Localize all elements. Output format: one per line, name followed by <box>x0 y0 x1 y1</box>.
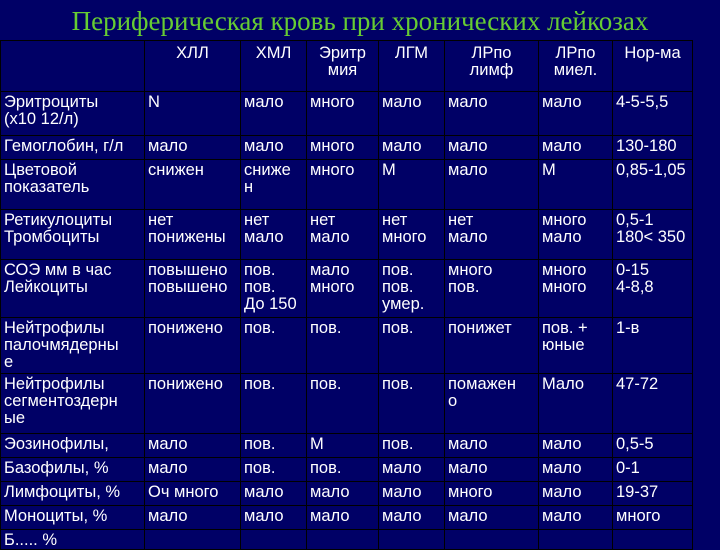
table-row <box>1 160 693 210</box>
table-row <box>1 92 693 136</box>
lr-lymph-cell: мало <box>445 136 539 160</box>
erythremia-cell: пов. <box>307 374 379 434</box>
row-label: Лимфоциты, % <box>1 482 145 506</box>
table-row <box>1 482 693 506</box>
lgm-cell: пов. <box>379 318 445 374</box>
lr-lymph-cell: мало <box>445 434 539 458</box>
lr-myel-cell: мало <box>539 482 613 506</box>
erythremia-cell: много <box>307 136 379 160</box>
lgm-cell: мало <box>379 136 445 160</box>
table-row <box>1 210 693 260</box>
norm-cell: 19-37 <box>613 482 693 506</box>
row-label: Эритроциты (х10 12/л) <box>1 92 145 136</box>
row-label: СОЭ мм в час Лейкоциты <box>1 260 145 318</box>
lgm-cell: мало <box>379 458 445 482</box>
hml-cell: мало <box>241 92 307 136</box>
lgm-cell: пов. <box>379 434 445 458</box>
lr-myel-cell: много много <box>539 260 613 318</box>
erythremia-cell: М <box>307 434 379 458</box>
lr-myel-cell: пов. + юные <box>539 318 613 374</box>
norm-cell: 0,85-1,05 <box>613 160 693 210</box>
hml-cell: пов. <box>241 434 307 458</box>
hll-cell: Оч много <box>145 482 241 506</box>
row-label: Моноциты, % <box>1 506 145 530</box>
hml-cell: пов. <box>241 458 307 482</box>
norm-cell: 0-15 4-8,8 <box>613 260 693 318</box>
erythremia-cell: много <box>307 92 379 136</box>
lr-lymph-cell: помажен о <box>445 374 539 434</box>
table-row <box>1 434 693 458</box>
norm-cell: 130-180 <box>613 136 693 160</box>
hll-cell: N <box>145 92 241 136</box>
hml-cell: мало <box>241 136 307 160</box>
norm-cell: 0-1 <box>613 458 693 482</box>
lr-lymph-cell: мало <box>445 92 539 136</box>
lr-lymph-cell: много <box>445 482 539 506</box>
hll-cell: понижено <box>145 374 241 434</box>
table-row <box>1 506 693 530</box>
lgm-cell: М <box>379 160 445 210</box>
table-row <box>1 136 693 160</box>
lgm-cell: пов. <box>379 374 445 434</box>
hll-cell: мало <box>145 458 241 482</box>
row-label: Ретикулоциты Тромбоциты <box>1 210 145 260</box>
lr-myel-cell: много мало <box>539 210 613 260</box>
hll-cell: мало <box>145 506 241 530</box>
lr-myel-cell: мало <box>539 136 613 160</box>
lr-myel-cell: мало <box>539 458 613 482</box>
row-label: Б..... % <box>1 530 145 550</box>
hml-cell: мало <box>241 506 307 530</box>
lgm-cell: нет много <box>379 210 445 260</box>
erythremia-cell: мало <box>307 506 379 530</box>
blood-table <box>0 40 693 550</box>
lr-myel-cell: мало <box>539 434 613 458</box>
lgm-cell: мало <box>379 92 445 136</box>
lr-myel-cell: М <box>539 160 613 210</box>
header-cell-hml: ХМЛ <box>241 41 307 92</box>
row-label: Эозинофилы, <box>1 434 145 458</box>
hll-cell: понижено <box>145 318 241 374</box>
row-label: Гемоглобин, г/л <box>1 136 145 160</box>
hml-cell: мало <box>241 482 307 506</box>
table-row <box>1 374 693 434</box>
lr-myel-cell: мало <box>539 506 613 530</box>
hll-cell: мало <box>145 434 241 458</box>
lr-lymph-cell: нет мало <box>445 210 539 260</box>
row-label: Нейтрофилы сегментоздерн ые <box>1 374 145 434</box>
header-cell-lgm: ЛГМ <box>379 41 445 92</box>
table-row <box>1 318 693 374</box>
erythremia-cell: много <box>307 160 379 210</box>
row-label: Нейтрофилы палочмядерны е <box>1 318 145 374</box>
header-cell-lr-myel: ЛРпо миел. <box>539 41 613 92</box>
norm-cell: 47-72 <box>613 374 693 434</box>
hml-cell: пов. <box>241 318 307 374</box>
lr-lymph-cell: мало <box>445 160 539 210</box>
lr-lymph-cell: понижет <box>445 318 539 374</box>
lgm-cell: пов. пов. умер. <box>379 260 445 318</box>
row-label: Базофилы, % <box>1 458 145 482</box>
lr-lymph-cell: мало <box>445 458 539 482</box>
erythremia-cell: мало <box>307 482 379 506</box>
hml-cell: пов. пов. До 150 <box>241 260 307 318</box>
header-cell-lr-lymph: ЛРпо лимф <box>445 41 539 92</box>
header-row <box>1 41 693 92</box>
hll-cell: повышено повышено <box>145 260 241 318</box>
lgm-cell: мало <box>379 482 445 506</box>
lgm-cell: мало <box>379 506 445 530</box>
norm-cell: 0,5-5 <box>613 434 693 458</box>
slide-title: Периферическая кровь при хронических лейкозах <box>71 6 649 36</box>
norm-cell: много <box>613 506 693 530</box>
norm-cell: 4-5-5,5 <box>613 92 693 136</box>
hml-cell: сниже н <box>241 160 307 210</box>
header-cell-erythremia: Эритр мия <box>307 41 379 92</box>
erythremia-cell: нет мало <box>307 210 379 260</box>
hml-cell: пов. <box>241 374 307 434</box>
row-label: Цветовой показатель <box>1 160 145 210</box>
norm-cell: 1-в <box>613 318 693 374</box>
hll-cell: мало <box>145 136 241 160</box>
lr-lymph-cell: много пов. <box>445 260 539 318</box>
header-cell-hll: ХЛЛ <box>145 41 241 92</box>
header-cell-norm: Нор-ма <box>613 41 693 92</box>
norm-cell: 0,5-1 180< 350 <box>613 210 693 260</box>
table-row <box>1 260 693 318</box>
erythremia-cell: мало много <box>307 260 379 318</box>
table-row <box>1 458 693 482</box>
header-cell-empty <box>1 41 145 92</box>
lr-myel-cell: мало <box>539 92 613 136</box>
erythremia-cell: пов. <box>307 318 379 374</box>
hll-cell: нет понижены <box>145 210 241 260</box>
erythremia-cell: пов. <box>307 458 379 482</box>
lr-myel-cell: Мало <box>539 374 613 434</box>
hml-cell: нет мало <box>241 210 307 260</box>
lr-lymph-cell: мало <box>445 506 539 530</box>
hll-cell: снижен <box>145 160 241 210</box>
